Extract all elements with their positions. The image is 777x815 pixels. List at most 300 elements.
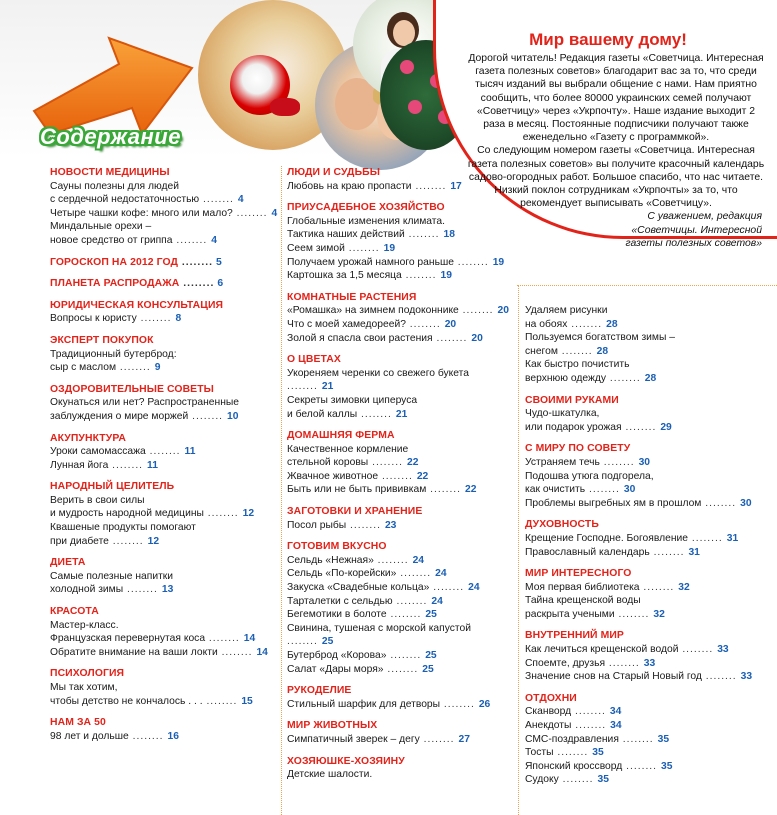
contents-entry[interactable] xyxy=(50,632,278,646)
page-number: 32 xyxy=(678,581,690,593)
leader-dots: ........ xyxy=(386,650,422,661)
section-title[interactable] xyxy=(287,505,422,519)
contents-entry[interactable] xyxy=(50,507,278,521)
entry-title: Сканворд xyxy=(525,706,572,718)
section-title[interactable] xyxy=(50,277,223,291)
contents-entry[interactable] xyxy=(525,581,775,595)
page-number: 24 xyxy=(431,595,443,607)
contents-entry[interactable] xyxy=(287,622,517,649)
entry-title: Окунаться или нет? Распространенные xyxy=(50,397,240,409)
page-number: 12 xyxy=(242,508,255,520)
contents-entry[interactable] xyxy=(287,180,517,194)
page-number: 35 xyxy=(661,760,673,772)
page-number: 25 xyxy=(321,636,334,648)
entry-title: Подошва утюга подгорела, xyxy=(525,470,654,482)
entry-title: Тайна крещенской воды xyxy=(525,595,641,607)
contents-entry xyxy=(287,443,517,457)
leader-dots: ........ xyxy=(599,456,635,468)
contents-entry[interactable] xyxy=(287,269,517,283)
column-divider xyxy=(518,285,519,815)
entry-title: Сауны полезны для людей xyxy=(50,180,179,192)
contents-entry xyxy=(287,394,517,408)
entry-title: Квашеные продукты помогают xyxy=(50,522,196,534)
entry-title: 98 лет и дольше xyxy=(50,730,129,742)
entry-title: Обратите внимание на ваши локти xyxy=(50,646,218,658)
page-number: 14 xyxy=(256,646,268,658)
leader-dots: ........ xyxy=(178,256,213,268)
contents-column-3 xyxy=(525,304,775,795)
section-title[interactable] xyxy=(50,667,124,681)
contents-column-1 xyxy=(50,166,278,751)
entry-title: Бегемотики в болоте xyxy=(287,609,387,621)
contents-entry[interactable] xyxy=(287,649,517,663)
leader-dots: ........ xyxy=(179,278,215,290)
entry-title: Посол рыбы xyxy=(287,519,347,531)
page-number: 22 xyxy=(406,457,419,469)
section-title[interactable] xyxy=(287,166,380,180)
contents-entry[interactable] xyxy=(287,256,517,270)
leader-dots: ........ xyxy=(701,671,737,683)
contents-section xyxy=(287,755,517,782)
page-number: 25 xyxy=(425,650,437,661)
section-title-text: ГОРОСКОП НА 2012 ГОД xyxy=(50,256,178,268)
contents-entry[interactable] xyxy=(525,345,775,359)
leader-dots: ........ xyxy=(606,372,641,384)
contents-section xyxy=(525,394,775,435)
leader-dots: ........ xyxy=(605,657,640,669)
page-number: 16 xyxy=(167,730,179,742)
entry-title: Тосты xyxy=(525,747,554,759)
section-title-text: ЮРИДИЧЕСКАЯ КОНСУЛЬТАЦИЯ xyxy=(50,299,224,311)
section-title-text: АКУПУНКТУРА xyxy=(50,432,127,444)
leader-dots: ........ xyxy=(432,332,468,344)
contents-section xyxy=(50,334,278,375)
leader-dots: ........ xyxy=(622,760,658,772)
section-title[interactable] xyxy=(525,518,599,532)
entry-title: Споемте, друзья xyxy=(525,657,606,669)
contents-entry[interactable] xyxy=(525,456,775,470)
section-title[interactable] xyxy=(50,166,170,180)
contents-entry xyxy=(50,570,278,584)
contents-section xyxy=(287,505,517,532)
leader-dots: ........ xyxy=(639,581,675,593)
contents-entry[interactable] xyxy=(525,719,775,733)
section-title-text: ОЗДОРОВИТЕЛЬНЫЕ СОВЕТЫ xyxy=(50,383,214,395)
contents-section xyxy=(50,480,278,548)
section-title[interactable] xyxy=(287,429,395,443)
contents-entry[interactable] xyxy=(287,228,517,242)
page-number: 31 xyxy=(688,546,700,558)
section-title-text: ХОЗЯЮШКЕ-ХОЗЯИНУ xyxy=(287,755,405,767)
contents-section xyxy=(525,304,775,386)
column-divider xyxy=(281,166,282,815)
contents-entry[interactable] xyxy=(287,483,517,497)
contents-entry[interactable] xyxy=(50,730,278,744)
contents-entry[interactable] xyxy=(525,643,775,657)
page-number: 21 xyxy=(321,381,334,393)
section-title[interactable] xyxy=(50,556,86,570)
entry-title: Симпатичный зверек – дегу xyxy=(287,733,420,745)
section-title[interactable] xyxy=(287,684,351,698)
entry-title: Самые полезные напитки xyxy=(50,570,174,582)
section-title[interactable] xyxy=(287,719,377,733)
leader-dots: ........ xyxy=(411,180,447,192)
contents-entry[interactable] xyxy=(287,318,517,332)
section-title[interactable] xyxy=(50,299,223,313)
contents-entry[interactable] xyxy=(50,410,278,424)
page-number: 30 xyxy=(638,456,651,468)
leader-dots: ........ xyxy=(202,695,238,707)
contents-entry[interactable] xyxy=(525,483,775,497)
page-number: 11 xyxy=(147,459,158,471)
editor-signature: газеты полезных советов» xyxy=(625,237,762,249)
contents-entry[interactable] xyxy=(525,733,775,747)
contents-entry[interactable] xyxy=(50,234,278,248)
contents-section xyxy=(525,442,775,510)
contents-entry[interactable] xyxy=(50,583,278,597)
contents-entry[interactable] xyxy=(525,546,775,560)
contents-entry[interactable] xyxy=(525,705,775,719)
entry-title: Пользуемся богатством зимы – xyxy=(525,332,675,344)
entry-title: Мы так хотим, xyxy=(50,682,118,693)
contents-entry[interactable] xyxy=(50,445,278,459)
page-number: 4 xyxy=(271,207,278,219)
leader-dots: ........ xyxy=(145,446,181,458)
entry-title: Тарталетки с сельдью xyxy=(287,595,393,607)
contents-entry xyxy=(50,681,278,695)
page-number: 9 xyxy=(154,362,161,374)
entry-title: и мудрость народной медицины xyxy=(50,508,204,520)
leader-dots: ........ xyxy=(701,497,737,509)
contents-entry[interactable] xyxy=(50,207,278,221)
entry-title: стельной коровы xyxy=(287,457,369,469)
section-title-text: ЗАГОТОВКИ И ХРАНЕНИЕ xyxy=(287,506,423,518)
contents-section xyxy=(50,277,278,291)
section-title[interactable] xyxy=(525,567,631,581)
page-number: 33 xyxy=(717,644,729,656)
page-number: 28 xyxy=(596,345,609,357)
contents-entry xyxy=(525,470,775,484)
leader-dots: ........ xyxy=(344,242,380,254)
contents-entry[interactable] xyxy=(287,554,517,568)
contents-section xyxy=(287,540,517,676)
contents-entry[interactable] xyxy=(287,663,517,677)
section-title-text: ПРИУСАДЕБНОЕ ХОЗЯЙСТВО xyxy=(287,202,445,214)
section-title-text: НАРОДНЫЙ ЦЕЛИТЕЛЬ xyxy=(50,481,175,493)
contents-entry[interactable] xyxy=(525,657,775,671)
entry-title: Лунная йога xyxy=(50,459,109,471)
contents-entry[interactable] xyxy=(525,773,775,787)
entry-title: Что с моей хамедореей? xyxy=(287,318,406,330)
entry-title: новое средство от гриппа xyxy=(50,234,173,246)
contents-entry[interactable] xyxy=(525,372,775,386)
contents-section xyxy=(525,567,775,621)
section-title[interactable] xyxy=(50,383,214,397)
entry-title: на обоях xyxy=(525,318,568,330)
contents-entry[interactable] xyxy=(525,746,775,760)
contents-entry[interactable] xyxy=(50,535,278,549)
section-title-text: НОВОСТИ МЕДИЦИНЫ xyxy=(50,167,170,178)
page-number: 20 xyxy=(497,305,510,317)
contents-entry[interactable] xyxy=(50,193,278,207)
leader-dots: ........ xyxy=(203,508,239,520)
section-title-text: РУКОДЕЛИЕ xyxy=(287,685,352,697)
contents-entry[interactable] xyxy=(287,519,517,533)
entry-title: Чудо-шкатулка, xyxy=(525,408,600,420)
leader-dots: ........ xyxy=(571,720,607,732)
page-number: 19 xyxy=(383,242,396,254)
section-title[interactable] xyxy=(287,540,387,554)
contents-entry xyxy=(287,768,517,782)
page-number: 8 xyxy=(175,313,182,325)
contents-entry[interactable] xyxy=(287,581,517,595)
page-number: 19 xyxy=(440,270,452,282)
entry-title: Крещение Господне. Богоявление xyxy=(525,532,688,544)
section-title-text: КОМНАТНЫЕ РАСТЕНИЯ xyxy=(287,291,417,303)
section-title[interactable] xyxy=(50,605,99,619)
entry-title: Японский кроссворд xyxy=(525,760,623,772)
contents-entry[interactable] xyxy=(287,567,517,581)
contents-section xyxy=(50,716,278,743)
leader-dots: ........ xyxy=(373,554,409,566)
entry-title: Верить в свои силы xyxy=(50,494,145,506)
contents-entry[interactable] xyxy=(525,497,775,511)
entry-title: Традиционный бутерброд: xyxy=(50,348,177,360)
contents-entry xyxy=(50,348,278,362)
entry-title: Закуска «Свадебные кольца» xyxy=(287,582,430,594)
contents-entry[interactable] xyxy=(525,532,775,546)
orange-arrow-icon xyxy=(14,16,204,141)
entry-title: Как быстро почистить xyxy=(525,359,630,371)
entry-title: Удаляем рисунки xyxy=(525,305,608,316)
section-title-text: ОТДОХНИ xyxy=(525,692,577,704)
section-title[interactable] xyxy=(287,201,445,215)
page-number: 5 xyxy=(215,256,222,268)
contents-section xyxy=(287,684,517,711)
entry-title: с сердечной недостаточностью xyxy=(50,194,200,206)
section-title-text: ЭКСПЕРТ ПОКУПОК xyxy=(50,334,154,346)
contents-section xyxy=(50,556,278,597)
contents-section xyxy=(50,432,278,473)
page-number: 23 xyxy=(384,519,397,531)
leader-dots: ........ xyxy=(419,733,455,745)
leader-dots: ........ xyxy=(458,305,494,317)
page-number: 29 xyxy=(660,421,672,433)
page-number: 34 xyxy=(610,720,622,732)
page-number: 18 xyxy=(443,229,455,241)
page-number: 6 xyxy=(217,278,224,290)
entry-title: Анекдоты xyxy=(525,720,572,732)
section-title[interactable] xyxy=(525,442,630,456)
contents-section xyxy=(50,166,278,248)
contents-entry xyxy=(50,180,278,194)
entry-title: заблуждения о мире моржей xyxy=(50,410,189,422)
column-divider-horizontal xyxy=(517,285,777,286)
entry-title: Миндальные орехи – xyxy=(50,221,152,233)
leader-dots: ........ xyxy=(205,633,240,645)
contents-entry[interactable] xyxy=(50,361,278,375)
leader-dots: ........ xyxy=(368,457,403,469)
contents-entry[interactable] xyxy=(525,670,775,684)
section-title-text: ПЛАНЕТА РАСПРОДАЖА xyxy=(50,278,180,290)
leader-dots: ........ xyxy=(571,706,606,718)
contents-entry xyxy=(525,331,775,345)
section-title-text: О ЦВЕТАХ xyxy=(287,354,341,366)
contents-entry[interactable] xyxy=(287,470,517,484)
contents-entry[interactable] xyxy=(287,408,517,422)
leader-dots: ........ xyxy=(678,644,714,656)
contents-entry[interactable] xyxy=(50,459,278,473)
entry-title: Стильный шарфик для детворы xyxy=(287,698,441,710)
contents-entry[interactable] xyxy=(287,456,517,470)
section-title[interactable] xyxy=(50,432,126,446)
leader-dots: ........ xyxy=(392,595,428,607)
page-number: 20 xyxy=(471,332,483,344)
leader-dots: ........ xyxy=(232,207,268,219)
entry-title: холодной зимы xyxy=(50,584,124,596)
contents-section xyxy=(525,629,775,683)
section-title[interactable] xyxy=(525,394,619,408)
entry-title: Бутерброд «Корова» xyxy=(287,650,387,661)
section-title[interactable] xyxy=(525,629,624,643)
page-number: 12 xyxy=(147,535,160,547)
section-title[interactable] xyxy=(525,692,577,706)
contents-entry[interactable] xyxy=(525,421,775,435)
contents-entry[interactable] xyxy=(287,367,517,394)
page-number: 4 xyxy=(237,194,244,206)
contents-entry xyxy=(525,358,775,372)
page-number: 35 xyxy=(657,733,670,745)
entry-title: Свинина, тушеная с морской капустой xyxy=(287,622,471,634)
contents-entry[interactable] xyxy=(50,695,278,709)
contents-entry[interactable] xyxy=(525,760,775,774)
leader-dots: ........ xyxy=(217,646,253,658)
entry-title: Секреты зимовки циперуса xyxy=(287,394,418,406)
page-number: 25 xyxy=(425,609,437,621)
entry-title: Любовь на краю пропасти xyxy=(287,180,412,192)
entry-title: Качественное кормление xyxy=(287,443,409,455)
entry-title: Французская перевернутая коса xyxy=(50,633,206,645)
section-title-text: ПСИХОЛОГИЯ xyxy=(50,668,125,680)
section-title-text: КРАСОТА xyxy=(50,606,99,618)
entry-title: СМС-поздравления xyxy=(525,733,619,745)
page-number: 26 xyxy=(478,698,491,710)
editor-signature: «Советчицы. Интересной xyxy=(631,224,762,236)
leader-dots: ........ xyxy=(585,484,620,496)
leader-dots: ........ xyxy=(621,421,657,433)
entry-title: при диабете xyxy=(50,535,109,547)
leader-dots: ........ xyxy=(378,470,413,482)
leader-dots: ........ xyxy=(614,608,650,620)
entry-title: Сельдь «По-корейски» xyxy=(287,568,397,580)
section-title[interactable] xyxy=(50,716,106,730)
page-number: 32 xyxy=(653,608,665,620)
contents-entry[interactable] xyxy=(287,698,517,712)
section-title[interactable] xyxy=(50,256,222,270)
section-title-text: ДИЕТА xyxy=(50,557,86,569)
entry-title: Значение снов на Старый Новый год xyxy=(525,671,702,683)
entry-title: Моя первая библиотека xyxy=(525,581,640,593)
contents-entry xyxy=(50,521,278,535)
page-number: 27 xyxy=(458,733,470,745)
entry-title: Получаем урожай намного раньше xyxy=(287,256,454,268)
contents-entry[interactable] xyxy=(287,733,517,747)
leader-dots: ........ xyxy=(136,313,172,325)
section-title[interactable] xyxy=(287,353,341,367)
leader-dots: ........ xyxy=(386,609,422,621)
entry-title: Сеем зимой xyxy=(287,242,345,254)
page-number: 24 xyxy=(412,554,425,566)
contents-section xyxy=(525,692,775,787)
page-number: 11 xyxy=(184,446,196,458)
entry-title: Салат «Дары моря» xyxy=(287,663,384,675)
contents-entry[interactable] xyxy=(287,332,517,346)
leader-dots: ........ xyxy=(440,698,475,710)
page-number: 28 xyxy=(644,372,657,384)
contents-entry xyxy=(50,619,278,633)
leader-dots: ........ xyxy=(401,270,437,282)
contents-entry[interactable] xyxy=(287,242,517,256)
page-number: 4 xyxy=(211,234,217,246)
section-title-text: МИР ИНТЕРЕСНОГО xyxy=(525,568,632,580)
entry-title: Детские шалости. xyxy=(287,769,373,781)
page-number: 33 xyxy=(740,671,753,683)
entry-title: Золой я спасла свои растения xyxy=(287,332,433,344)
entry-title: Глобальные изменения климата. xyxy=(287,215,445,227)
entry-title: верхнюю одежду xyxy=(525,372,606,384)
contents-entry[interactable] xyxy=(50,646,278,660)
page-number: 13 xyxy=(161,584,174,596)
contents-section xyxy=(50,256,278,270)
leader-dots: ........ xyxy=(426,484,462,496)
entry-title: Тактика наших действий xyxy=(287,229,405,241)
leader-dots: ........ xyxy=(557,345,593,357)
section-title[interactable] xyxy=(50,480,174,494)
contents-entry[interactable] xyxy=(50,312,278,326)
entry-title: Устраняем течь xyxy=(525,456,600,468)
section-title[interactable] xyxy=(287,291,416,305)
contents-section xyxy=(525,518,775,559)
section-title[interactable] xyxy=(50,334,154,348)
contents-entry[interactable] xyxy=(287,608,517,622)
editor-letter-title: Мир вашему дому! xyxy=(529,30,687,49)
entry-title: чтобы детство не кончалось . . . xyxy=(50,695,203,707)
contents-section xyxy=(50,667,278,708)
contents-section xyxy=(287,166,517,193)
contents-entry[interactable] xyxy=(525,608,775,622)
leader-dots: ........ xyxy=(649,546,685,558)
leader-dots: ........ xyxy=(287,636,318,648)
page-number: 28 xyxy=(606,318,618,330)
contents-entry[interactable] xyxy=(525,318,775,332)
entry-title: раскрыта учеными xyxy=(525,608,615,620)
section-title[interactable] xyxy=(287,755,405,769)
entry-title: «Ромашка» на зимнем подоконнике xyxy=(287,305,459,317)
entry-title: как очистить xyxy=(525,484,586,496)
leader-dots: ........ xyxy=(128,730,164,742)
section-title-text: ДОМАШНЯЯ ФЕРМА xyxy=(287,430,395,442)
leader-dots: ........ xyxy=(383,663,419,675)
page-number: 31 xyxy=(726,532,739,544)
contents-entry[interactable] xyxy=(287,595,517,609)
section-title-text: ДУХОВНОСТЬ xyxy=(525,519,599,531)
entry-title: или подарок урожая xyxy=(525,421,622,433)
page-number: 24 xyxy=(435,568,447,580)
contents-entry xyxy=(525,407,775,421)
leader-dots: ........ xyxy=(553,747,589,759)
contents-entry[interactable] xyxy=(287,304,517,318)
leader-dots: ........ xyxy=(287,381,318,393)
